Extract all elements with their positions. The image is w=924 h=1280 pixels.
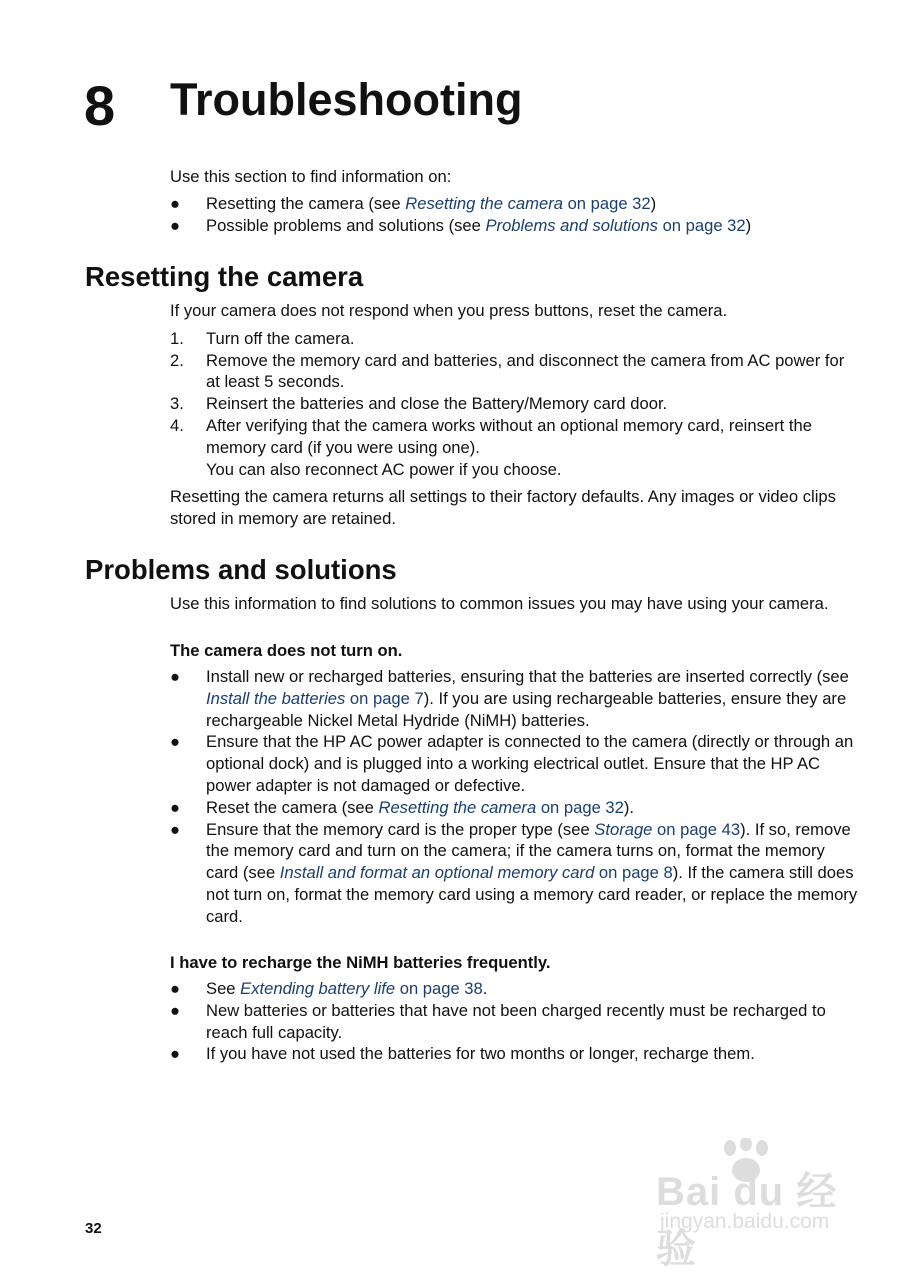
subheading-recharge-frequently: I have to recharge the NiMH batteries frequently. bbox=[170, 953, 551, 972]
bullet-icon: ● bbox=[170, 215, 181, 235]
bullet-icon: ● bbox=[170, 1044, 181, 1064]
watermark-brand: Bai du 经验 bbox=[656, 1170, 838, 1271]
step-number: 2. bbox=[170, 350, 184, 370]
resetting-lead: If your camera does not respond when you press buttons, reset the camera. bbox=[170, 301, 728, 320]
problems-lead: Use this information to find solutions to common issues you may have using your camera. bbox=[170, 594, 829, 613]
list-item: ● Install new or recharged batteries, ensuring that the batteries are inserted correctly (see Install the batteries on page 7). If you are using rechargeable batteries, ensure they are rechargeable Nickel Metal Hydride (NiMH) batteries. bbox=[170, 667, 849, 730]
bullet-icon: ● bbox=[170, 979, 181, 998]
list-item: ● Ensure that the HP AC power adapter is connected to the camera (directly or through an optional dock) and is plugged into a working electrical outlet. Ensure that the HP AC power adapter is not damaged or defective. bbox=[170, 732, 854, 795]
cross-reference-link[interactable]: Problems and solutions on page 32 bbox=[485, 215, 746, 235]
intro-section bbox=[170, 166, 860, 236]
intro-lead: Use this section to find information on: bbox=[170, 167, 452, 186]
bullet-icon: ● bbox=[170, 1000, 181, 1020]
section-heading-resetting: Resetting the camera bbox=[85, 261, 364, 292]
reset-steps-list bbox=[170, 328, 860, 481]
list-item: 4. After verifying that the camera works without an optional memory card, reinsert the memory card (if you were using one). You can also reconnect AC power if you choose. bbox=[170, 415, 812, 479]
cross-reference-link[interactable]: Resetting the camera on page 32 bbox=[405, 193, 651, 213]
list-item: 1. Turn off the camera. bbox=[170, 328, 355, 348]
watermark-url: jingyan.baidu.com bbox=[660, 1210, 830, 1233]
list-item: ● If you have not used the batteries for two months or longer, recharge them. bbox=[170, 1044, 755, 1064]
list-item: ● Reset the camera (see Resetting the camera on page 32). bbox=[170, 797, 635, 817]
recharge-list bbox=[170, 978, 860, 1065]
bullet-icon: ● bbox=[170, 819, 181, 839]
cross-reference-link[interactable]: Install the batteries on page 7 bbox=[206, 688, 424, 708]
cross-reference-link[interactable]: Storage on page 43 bbox=[594, 819, 741, 839]
subheading-camera-not-on: The camera does not turn on. bbox=[170, 641, 403, 660]
baidu-watermark bbox=[656, 1140, 866, 1271]
bullet-icon: ● bbox=[170, 667, 181, 686]
page-number: 32 bbox=[85, 1220, 102, 1237]
camera-not-on-list bbox=[170, 666, 860, 928]
list-item: ● Ensure that the memory card is the proper type (see Storage on page 43). If so, remove the memory card and turn on the camera; if the camera turns on, format the memory card (see Install and format an optional memory card on page 8). If the camera still does not turn on, format the memory card using a memory card reader, or replace the memory card. bbox=[170, 819, 858, 926]
bullet-icon: ● bbox=[170, 732, 181, 752]
list-item: ● Possible problems and solutions (see Problems and solutions on page 32) bbox=[170, 215, 752, 235]
cross-reference-link[interactable]: Install and format an optional memory card on page 8 bbox=[279, 863, 673, 883]
list-item: ● New batteries or batteries that have not been charged recently must be recharged to reach full capacity. bbox=[170, 1000, 826, 1042]
intro-list bbox=[170, 193, 860, 237]
list-item: ● Resetting the camera (see Resetting the camera on page 32) bbox=[170, 193, 657, 213]
cross-reference-link[interactable]: Resetting the camera on page 32 bbox=[378, 797, 624, 817]
bullet-icon: ● bbox=[170, 797, 181, 817]
chapter-number: 8 bbox=[84, 74, 116, 137]
list-item: ● See Extending battery life on page 38. bbox=[170, 979, 488, 998]
list-item: 2. Remove the memory card and batteries, and disconnect the camera from AC power for at least 5 seconds. bbox=[170, 350, 845, 392]
step-number: 4. bbox=[170, 415, 184, 435]
resetting-section bbox=[170, 300, 860, 530]
resetting-closing: Resetting the camera returns all settings to their factory defaults. Any images or video clips stored in memory are retained. bbox=[170, 487, 836, 529]
cross-reference-link[interactable]: Extending battery life on page 38 bbox=[240, 979, 483, 998]
list-item: 3. Reinsert the batteries and close the Battery/Memory card door. bbox=[170, 394, 668, 414]
chapter-title: Troubleshooting bbox=[170, 74, 523, 125]
bullet-icon: ● bbox=[170, 193, 181, 213]
step-number: 1. bbox=[170, 328, 184, 348]
section-heading-problems: Problems and solutions bbox=[85, 554, 397, 585]
step-number: 3. bbox=[170, 394, 184, 414]
